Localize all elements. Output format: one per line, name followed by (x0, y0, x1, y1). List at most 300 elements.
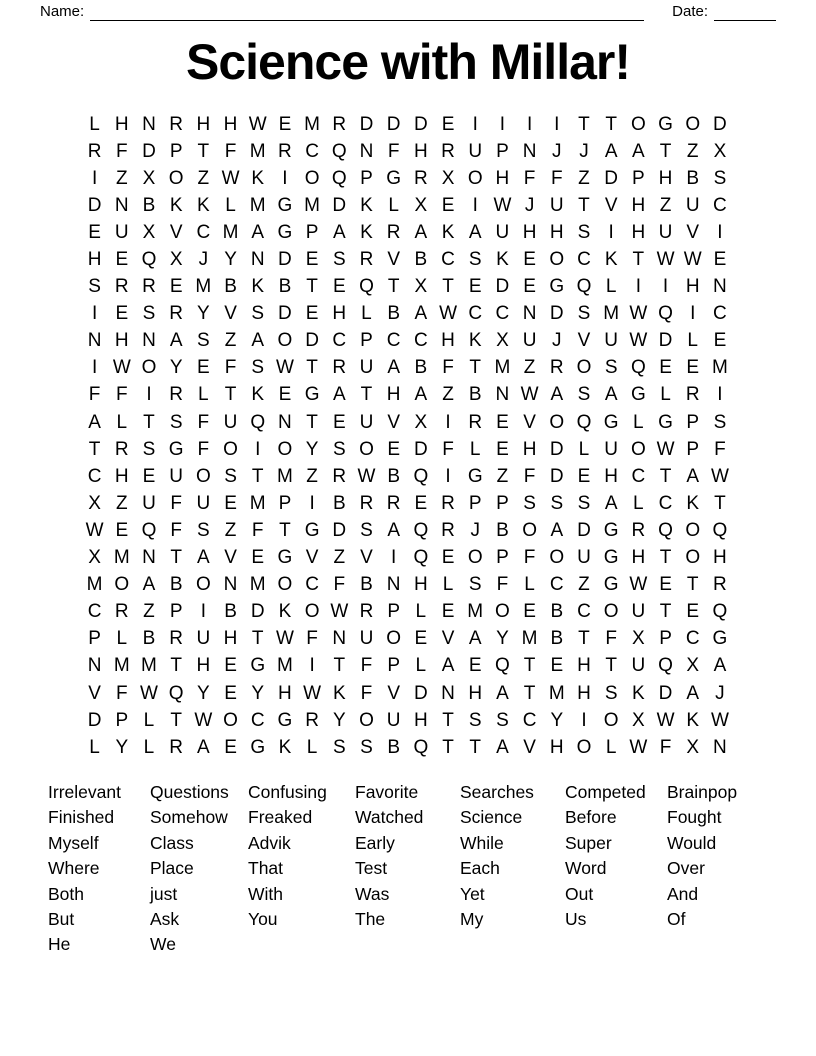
word-list-item: Was (355, 883, 390, 904)
grid-letter: R (87, 140, 102, 162)
grid-letter: I (554, 113, 560, 135)
grid-letter: S (360, 519, 373, 541)
grid-letter: R (468, 411, 483, 433)
grid-letter: E (224, 492, 237, 514)
word-list-item: Where (48, 858, 100, 879)
grid-letter: I (581, 709, 587, 731)
grid-letter: S (713, 411, 727, 433)
grid-letter: Q (413, 736, 429, 758)
grid-letter: A (142, 574, 156, 596)
grid-letter: O (141, 357, 157, 379)
grid-letter: O (630, 438, 646, 460)
grid-letter: V (387, 682, 400, 704)
grid-letter: D (604, 167, 619, 189)
grid-letter: F (360, 655, 373, 677)
grid-letter: M (113, 547, 130, 569)
grid-letter: W (221, 167, 240, 189)
grid-letter: L (605, 276, 617, 298)
grid-letter: V (88, 682, 101, 704)
grid-letter: O (495, 601, 510, 623)
grid-letter: L (361, 303, 372, 325)
grid-letter: E (278, 113, 292, 135)
grid-letter: Z (333, 547, 346, 569)
grid-letter: M (249, 574, 266, 596)
grid-letter: D (549, 465, 564, 487)
grid-letter: R (441, 492, 455, 514)
grid-letter: R (441, 140, 455, 162)
grid-letter: T (88, 438, 101, 460)
grid-letter: S (468, 574, 482, 596)
word-list-item: And (667, 883, 699, 904)
grid-letter: O (359, 709, 374, 731)
grid-letter: H (604, 465, 619, 487)
grid-letter: H (631, 221, 646, 243)
grid-letter: F (605, 628, 617, 650)
word-list-item: Ask (150, 909, 180, 930)
grid-letter: M (603, 303, 620, 325)
grid-letter: T (659, 140, 672, 162)
grid-letter: K (278, 736, 292, 758)
grid-letter: O (304, 601, 320, 623)
grid-letter: K (251, 276, 265, 298)
grid-letter: W (275, 357, 294, 379)
grid-letter: D (250, 601, 265, 623)
grid-letter: O (549, 249, 565, 271)
grid-letter: R (359, 601, 374, 623)
grid-letter: R (386, 492, 401, 514)
grid-letter: H (685, 276, 700, 298)
grid-letter: O (467, 167, 483, 189)
grid-letter: A (686, 465, 700, 487)
grid-letter: U (196, 492, 211, 514)
grid-letter: G (304, 519, 320, 541)
grid-letter: V (686, 221, 700, 243)
word-list-item: Watched (355, 807, 424, 828)
grid-letter: Y (550, 709, 564, 731)
grid-letter: H (631, 194, 646, 216)
grid-letter: E (115, 519, 129, 541)
grid-letter: U (631, 601, 646, 623)
grid-letter: C (87, 601, 102, 623)
grid-letter: L (143, 709, 155, 731)
grid-letter: S (577, 492, 591, 514)
grid-letter: X (88, 547, 101, 569)
grid-letter: A (604, 140, 618, 162)
grid-letter: F (306, 628, 318, 650)
grid-letter: Q (413, 519, 429, 541)
grid-letter: U (631, 655, 646, 677)
grid-letter: G (304, 384, 320, 406)
grid-letter: O (277, 438, 293, 460)
grid-letter: T (251, 465, 264, 487)
grid-letter: L (198, 384, 209, 406)
grid-letter: O (114, 574, 130, 596)
grid-letter: X (713, 140, 727, 162)
grid-letter: A (414, 303, 428, 325)
grid-letter: I (472, 194, 478, 216)
grid-letter: W (112, 357, 131, 379)
grid-letter: G (658, 113, 673, 135)
grid-letter: N (223, 574, 238, 596)
grid-letter: E (659, 357, 672, 379)
grid-row (81, 355, 734, 382)
grid-letter: P (496, 140, 509, 162)
grid-letter: Q (331, 167, 347, 189)
grid-letter: M (548, 682, 565, 704)
grid-letter: E (713, 330, 727, 352)
grid-letter: D (278, 303, 292, 325)
grid-letter: T (333, 655, 346, 677)
grid-letter: L (660, 384, 671, 406)
grid-letter: Z (115, 167, 128, 189)
grid-letter: X (632, 628, 645, 650)
word-list-item: Questions (150, 782, 229, 802)
grid-letter: B (686, 167, 700, 189)
grid-letter: D (332, 194, 347, 216)
grid-letter: S (88, 276, 101, 298)
grid-letter: R (169, 384, 184, 406)
grid-letter: P (632, 167, 645, 189)
grid-letter: E (414, 492, 428, 514)
grid-letter: P (115, 709, 129, 731)
grid-letter: S (604, 682, 618, 704)
grid-letter: V (604, 194, 618, 216)
grid-letter: E (441, 113, 455, 135)
grid-letter: F (224, 357, 237, 379)
grid-letter: N (495, 384, 510, 406)
grid-letter: P (360, 167, 373, 189)
grid-letter: A (197, 736, 210, 758)
grid-letter: F (550, 167, 563, 189)
grid-letter: T (523, 655, 536, 677)
grid-letter: A (468, 628, 482, 650)
grid-letter: U (196, 628, 211, 650)
grid-letter: D (658, 330, 673, 352)
grid-letter: W (493, 194, 512, 216)
grid-letter: L (633, 411, 644, 433)
grid-letter: C (577, 249, 591, 271)
header-row (40, 0, 776, 22)
grid-letter: H (468, 682, 483, 704)
grid-letter: Y (169, 357, 183, 379)
grid-letter: H (114, 465, 129, 487)
grid-letter: O (359, 438, 374, 460)
grid-letter: Y (197, 682, 210, 704)
grid-letter: B (278, 276, 292, 298)
grid-letter: R (332, 357, 347, 379)
grid-letter: C (658, 492, 673, 514)
grid-letter: R (169, 303, 184, 325)
grid-letter: C (713, 303, 727, 325)
grid-letter: O (685, 113, 701, 135)
grid-letter: I (445, 465, 451, 487)
grid-letter: H (114, 330, 129, 352)
grid-letter: L (687, 330, 698, 352)
word-list-item: Both (48, 883, 84, 904)
grid-letter: H (223, 113, 238, 135)
word-list-item: Class (150, 832, 194, 853)
grid-letter: Y (115, 736, 129, 758)
grid-letter: Z (686, 140, 699, 162)
grid-letter: C (549, 574, 564, 596)
grid-letter: D (413, 438, 428, 460)
grid-row (81, 599, 734, 626)
grid-letter: O (386, 628, 402, 650)
grid-letter: W (248, 113, 267, 135)
grid-letter: B (496, 519, 509, 541)
grid-letter: I (91, 303, 98, 325)
grid-letter: T (578, 194, 590, 216)
grid-letter: S (142, 303, 156, 325)
grid-letter: Q (576, 411, 592, 433)
grid-letter: N (713, 736, 727, 758)
grid-letter: T (279, 519, 291, 541)
grid-letter: L (415, 601, 427, 623)
grid-letter: W (303, 682, 322, 704)
grid-letter: R (359, 492, 374, 514)
grid-letter: H (223, 628, 238, 650)
grid-letter: T (143, 411, 155, 433)
grid-letter: L (415, 655, 427, 677)
word-list-item: Over (667, 858, 705, 879)
grid-letter: G (658, 411, 673, 433)
grid-letter: O (603, 709, 619, 731)
grid-letter: G (277, 194, 293, 216)
grid-letter: V (224, 547, 237, 569)
grid-letter: H (196, 655, 211, 677)
grid-letter: D (577, 519, 591, 541)
grid-letter: R (114, 438, 129, 460)
grid-letter: T (578, 628, 590, 650)
grid-letter: L (89, 736, 100, 758)
grid-letter: V (387, 411, 400, 433)
grid-letter: S (332, 736, 346, 758)
grid-row (81, 192, 734, 219)
word-list-item: just (150, 883, 178, 904)
grid-letter: B (142, 194, 156, 216)
grid-letter: U (359, 357, 374, 379)
grid-letter: O (304, 167, 320, 189)
grid-letter: H (441, 330, 455, 352)
grid-letter: L (89, 113, 100, 135)
grid-letter: U (359, 628, 374, 650)
word-list-item: My (460, 909, 484, 930)
grid-letter: D (87, 194, 102, 216)
grid-letter: A (496, 736, 509, 758)
grid-letter: C (468, 303, 483, 325)
grid-letter: F (115, 140, 128, 162)
grid-letter: S (224, 465, 237, 487)
word-list-item: Of (667, 909, 686, 930)
grid-letter: U (142, 492, 156, 514)
grid-letter: I (717, 384, 723, 406)
word-list-item: But (48, 909, 75, 930)
grid-letter: D (495, 276, 510, 298)
grid-letter: G (386, 167, 402, 189)
grid-letter: S (251, 303, 265, 325)
grid-letter: U (604, 330, 619, 352)
grid-letter: G (603, 574, 619, 596)
grid-letter: M (521, 628, 538, 650)
grid-letter: N (713, 276, 727, 298)
grid-letter: K (496, 249, 509, 271)
grid-letter: H (549, 736, 564, 758)
grid-letter: C (631, 465, 646, 487)
word-list-item: Word (565, 858, 607, 879)
word-list-item: Would (667, 832, 717, 853)
grid-letter: N (142, 113, 156, 135)
grid-letter: C (495, 303, 510, 325)
grid-letter: G (603, 519, 619, 541)
grid-letter: J (552, 140, 562, 162)
grid-letter: Y (251, 682, 265, 704)
grid-letter: S (197, 519, 210, 541)
grid-letter: M (494, 357, 511, 379)
grid-letter: K (169, 194, 183, 216)
grid-letter: P (169, 601, 183, 623)
grid-letter: T (523, 682, 536, 704)
grid-letter: M (276, 465, 293, 487)
grid-letter: F (659, 736, 672, 758)
grid-letter: C (713, 194, 727, 216)
word-list-item: Finished (48, 807, 115, 828)
grid-letter: R (413, 167, 428, 189)
grid-letter: O (576, 736, 592, 758)
grid-letter: S (197, 330, 210, 352)
grid-letter: D (278, 249, 292, 271)
word-list-item: Favorite (355, 782, 419, 802)
grid-letter: N (87, 330, 102, 352)
grid-letter: B (169, 574, 183, 596)
grid-letter: L (578, 438, 590, 460)
grid-letter: L (388, 194, 399, 216)
grid-letter: W (330, 601, 349, 623)
grid-letter: C (87, 465, 102, 487)
grid-letter: A (686, 682, 700, 704)
grid-letter: P (659, 628, 672, 650)
grid-letter: E (496, 411, 509, 433)
grid-letter: Q (495, 655, 510, 677)
grid-letter: W (194, 709, 213, 731)
grid-letter: U (359, 411, 374, 433)
grid-letter: F (523, 547, 536, 569)
grid-letter: D (305, 330, 319, 352)
grid-letter: G (277, 221, 293, 243)
grid-letter: E (278, 384, 292, 406)
grid-letter: H (522, 221, 537, 243)
grid-letter: H (413, 709, 428, 731)
grid-letter: P (496, 547, 509, 569)
grid-letter: M (711, 357, 728, 379)
grid-letter: T (469, 357, 482, 379)
grid-row (81, 328, 734, 355)
grid-letter: C (413, 330, 428, 352)
grid-letter: K (332, 682, 346, 704)
grid-letter: M (249, 140, 266, 162)
grid-letter: L (143, 736, 155, 758)
grid-letter: P (278, 492, 292, 514)
grid-row (81, 653, 734, 680)
grid-letter: T (686, 574, 699, 596)
grid-letter: E (713, 249, 727, 271)
grid-letter: I (91, 357, 98, 379)
grid-letter: I (309, 492, 315, 514)
grid-letter: E (441, 601, 455, 623)
grid-letter: D (549, 438, 564, 460)
grid-letter: X (496, 330, 509, 352)
grid-letter: Y (305, 438, 319, 460)
grid-letter: H (713, 547, 727, 569)
grid-letter: G (549, 276, 565, 298)
grid-letter: R (142, 276, 156, 298)
grid-letter: R (305, 709, 319, 731)
grid-letter: F (224, 140, 237, 162)
grid-letter: A (197, 547, 210, 569)
grid-letter: Y (496, 628, 509, 650)
grid-letter: E (88, 221, 101, 243)
grid-letter: W (710, 709, 729, 731)
grid-letter: Z (523, 357, 536, 379)
grid-letter: D (413, 113, 428, 135)
grid-letter: S (332, 438, 346, 460)
grid-letter: F (387, 140, 400, 162)
grid-letter: A (251, 221, 265, 243)
grid-letter: W (140, 682, 158, 704)
grid-letter: R (114, 601, 129, 623)
grid-letter: O (277, 574, 293, 596)
grid-letter: T (360, 384, 373, 406)
grid-letter: N (332, 628, 347, 650)
grid-letter: H (631, 547, 646, 569)
date-blank-line[interactable] (714, 3, 776, 21)
grid-letter: I (717, 221, 723, 243)
grid-letter: F (197, 411, 210, 433)
grid-letter: B (468, 384, 482, 406)
grid-letter: V (577, 330, 591, 352)
grid-letter: R (386, 221, 401, 243)
name-blank-line[interactable] (90, 3, 644, 21)
grid-row (81, 572, 734, 599)
grid-letter: R (114, 276, 129, 298)
word-list-item: Freaked (248, 807, 313, 828)
grid-letter: V (360, 547, 373, 569)
grid-letter: P (686, 438, 700, 460)
grid-letter: F (170, 492, 182, 514)
grid-letter: H (577, 655, 591, 677)
grid-letter: B (224, 276, 237, 298)
grid-letter: E (686, 601, 700, 623)
word-list-column (150, 780, 248, 958)
grid-letter: W (629, 303, 648, 325)
grid-letter: U (468, 140, 483, 162)
grid-letter: N (441, 682, 455, 704)
grid-letter: K (686, 709, 700, 731)
word-list-item: Confusing (248, 782, 327, 802)
grid-letter: B (387, 736, 400, 758)
grid-letter: C (386, 330, 401, 352)
grid-row (81, 707, 734, 734)
grid-letter: Q (658, 303, 673, 325)
grid-letter: U (386, 709, 401, 731)
grid-letter: W (520, 384, 539, 406)
grid-letter: N (522, 303, 537, 325)
grid-letter: X (142, 167, 156, 189)
grid-letter: G (250, 655, 266, 677)
grid-letter: H (413, 574, 428, 596)
grid-letter: R (169, 736, 184, 758)
grid-letter: D (549, 303, 564, 325)
grid-letter: C (332, 330, 347, 352)
